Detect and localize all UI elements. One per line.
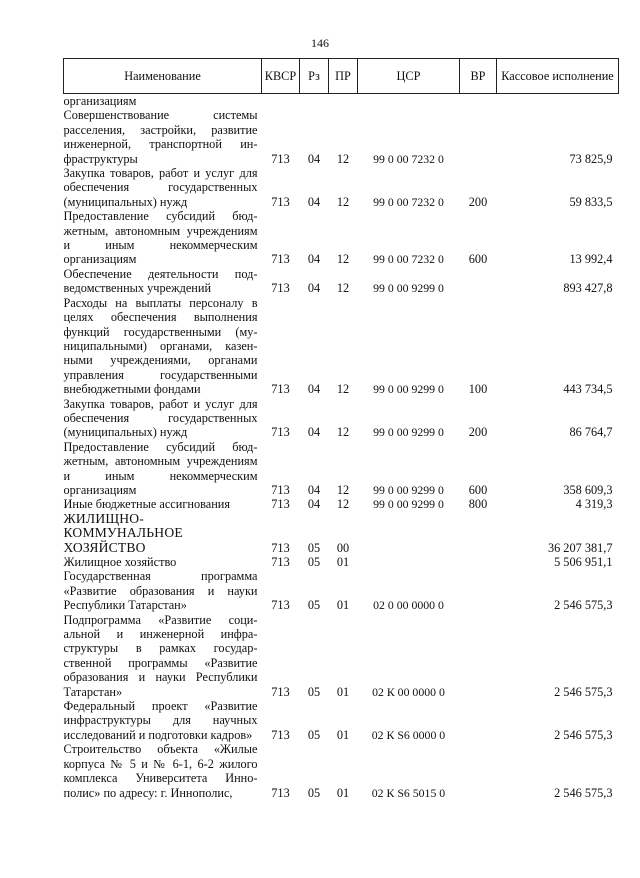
cell-csr: 99 0 00 9299 0 [373, 497, 444, 512]
cell-rz: 04 [307, 281, 321, 296]
table-row [64, 166, 619, 209]
table-body [64, 94, 619, 800]
cell-pr [329, 94, 358, 109]
cell-name: Предоставление субсидий бюджетным, автономным учреждениям и иным некоммерческим организациям [63, 209, 258, 267]
cell-vr [460, 512, 497, 555]
cell-rz: 05 [307, 785, 321, 800]
cell-csr: 02 0 00 0000 0 [373, 598, 444, 613]
cell-amount: 36 207 381,7 [547, 540, 613, 555]
table-row [64, 296, 619, 397]
cell-pr: 00 [336, 540, 350, 555]
cell-csr [358, 555, 460, 569]
cell-name: Федеральный проект «Развитие инфраструктуры для научных исследований и подготовки кадров» [63, 699, 258, 742]
cell-amount: 86 764,7 [569, 425, 613, 440]
cell-name: ЖИЛИЩНО-КОММУНАЛЬНОЕ ХОЗЯЙСТВО [63, 510, 183, 555]
cell-kvsr: 713 [271, 482, 290, 497]
cell-rz: 04 [307, 497, 321, 512]
cell-csr: 02 К 00 0000 0 [372, 684, 445, 699]
cell-vr [460, 699, 497, 742]
cell-name: Закупка товаров, работ и услуг для обеспечения государственных (муниципальных) нужд [63, 166, 258, 209]
cell-name: Предоставление субсидий бюджетным, автономным учреждениям и иным некоммерческим организациям [63, 439, 258, 497]
cell-rz: 05 [307, 684, 321, 699]
table-row [64, 613, 619, 699]
cell-amount: 443 734,5 [563, 382, 613, 397]
cell-csr: 99 0 00 9299 0 [373, 281, 444, 296]
header-name: Наименование [64, 59, 262, 94]
cell-pr: 12 [336, 252, 350, 267]
cell-kvsr: 713 [271, 281, 290, 296]
cell-vr: 600 [468, 482, 488, 497]
cell-vr: 800 [468, 497, 488, 512]
cell-amount: 5 506 951,1 [554, 555, 613, 569]
cell-amount: 2 546 575,3 [554, 598, 613, 613]
cell-amount: 4 319,3 [575, 497, 613, 512]
budget-execution-table [63, 58, 619, 800]
cell-amount: 2 546 575,3 [554, 684, 613, 699]
cell-name: Государственная программа «Развитие образования и науки Республики Татарстан» [63, 569, 258, 613]
table-row [64, 512, 619, 555]
cell-rz: 04 [307, 382, 321, 397]
cell-rz: 05 [307, 555, 321, 569]
cell-kvsr: 713 [271, 785, 290, 800]
cell-vr: 200 [468, 425, 488, 440]
cell-csr [358, 94, 460, 109]
cell-name: Обеспечение деятельности подведомственных учреждений [63, 266, 258, 296]
cell-rz: 04 [307, 151, 321, 166]
table-row [64, 569, 619, 612]
table-row [64, 397, 619, 440]
table-header-row [64, 59, 619, 94]
header-vr: ВР [460, 59, 497, 94]
cell-kvsr: 713 [271, 252, 290, 267]
cell-rz: 05 [307, 727, 321, 742]
cell-name: Расходы на выплаты персоналу в целях обеспечения выполнения функций государственными (муниципальными) органами, казенными учреждениями, органами управления государственными внебюджетными фондами [63, 295, 258, 397]
cell-amount: 893 427,8 [563, 281, 613, 296]
cell-rz: 05 [307, 540, 321, 555]
cell-vr: 200 [468, 194, 488, 209]
cell-pr: 12 [336, 151, 350, 166]
cell-kvsr: 713 [271, 151, 290, 166]
cell-csr: 99 0 00 7232 0 [373, 151, 444, 166]
cell-kvsr: 713 [271, 382, 290, 397]
cell-rz: 04 [307, 425, 321, 440]
cell-kvsr: 713 [271, 194, 290, 209]
cell-pr: 12 [336, 482, 350, 497]
cell-rz: 04 [307, 482, 321, 497]
cell-amount: 13 992,4 [569, 252, 613, 267]
header-rz: Рз [300, 59, 329, 94]
cell-vr [460, 94, 497, 109]
cell-pr: 12 [336, 382, 350, 397]
cell-rz: 04 [307, 252, 321, 267]
cell-vr [460, 555, 497, 569]
cell-vr: 100 [468, 382, 488, 397]
cell-amount: 2 546 575,3 [554, 727, 613, 742]
cell-csr: 99 0 00 7232 0 [373, 194, 444, 209]
cell-name: Подпрограмма «Развитие социальной и инженерной инфраструктуры в рамках государственной программы «Развитие образования и науки Республики Татарстан» [63, 612, 258, 699]
cell-amount: 59 833,5 [569, 194, 613, 209]
cell-pr: 01 [336, 785, 350, 800]
cell-pr: 01 [336, 555, 350, 569]
cell-name: Закупка товаров, работ и услуг для обеспечения государственных (муниципальных) нужд [63, 396, 258, 440]
cell-vr [460, 742, 497, 800]
table-row [64, 209, 619, 267]
table-row [64, 440, 619, 498]
cell-vr [460, 108, 497, 166]
cell-name: Иные бюджетные ассигнования [63, 497, 231, 512]
cell-amount: 358 609,3 [563, 482, 613, 497]
cell-vr [460, 267, 497, 296]
cell-pr: 12 [336, 194, 350, 209]
cell-vr [460, 569, 497, 612]
cell-kvsr: 713 [271, 540, 290, 555]
table-row [64, 108, 619, 166]
table-row [64, 497, 619, 511]
cell-csr: 02 К S6 0000 0 [371, 727, 446, 742]
header-csr: ЦСР [358, 59, 460, 94]
header-amount: Кассовое исполнение [497, 59, 619, 94]
cell-amount: 2 546 575,3 [554, 785, 613, 800]
cell-pr: 01 [336, 727, 350, 742]
cell-csr: 02 К S6 5015 0 [371, 785, 446, 800]
header-pr: ПР [329, 59, 358, 94]
table-row [64, 699, 619, 742]
cell-pr: 12 [336, 497, 350, 512]
cell-kvsr [262, 94, 300, 109]
cell-name: Жилищное хозяйство [63, 555, 177, 569]
cell-csr: 99 0 00 9299 0 [373, 425, 444, 440]
cell-vr: 600 [468, 252, 488, 267]
header-kvsr: КВСР [262, 59, 300, 94]
cell-rz [300, 94, 329, 109]
cell-csr [358, 512, 460, 555]
cell-kvsr: 713 [271, 425, 290, 440]
cell-pr: 01 [336, 684, 350, 699]
page-number: 146 [311, 36, 329, 50]
cell-csr: 99 0 00 9299 0 [373, 382, 444, 397]
cell-amount [497, 94, 619, 109]
cell-name: Строительство объекта «Жилые корпуса № 5 и № 6-1, 6-2 жилого комплекса Университета Иннополис» по адресу: г. Иннополис, [63, 742, 258, 800]
cell-amount: 73 825,9 [569, 151, 613, 166]
cell-pr: 01 [336, 598, 350, 613]
cell-kvsr: 713 [271, 598, 290, 613]
cell-csr: 99 0 00 7232 0 [373, 252, 444, 267]
cell-pr: 12 [336, 425, 350, 440]
table-row [64, 742, 619, 800]
cell-kvsr: 713 [271, 497, 290, 512]
cell-name: организациям [63, 94, 137, 108]
cell-kvsr: 713 [271, 684, 290, 699]
cell-rz: 05 [307, 598, 321, 613]
cell-name: Совершенствование системы расселения, застройки, развитие инженерной, транспортной инфраструктуры [63, 108, 258, 166]
cell-pr: 12 [336, 281, 350, 296]
table-row [64, 555, 619, 569]
cell-csr: 99 0 00 9299 0 [373, 482, 444, 497]
cell-kvsr: 713 [271, 555, 290, 569]
cell-vr [460, 613, 497, 699]
cell-kvsr: 713 [271, 727, 290, 742]
table-row [64, 267, 619, 296]
table-row [64, 94, 619, 109]
cell-rz: 04 [307, 194, 321, 209]
